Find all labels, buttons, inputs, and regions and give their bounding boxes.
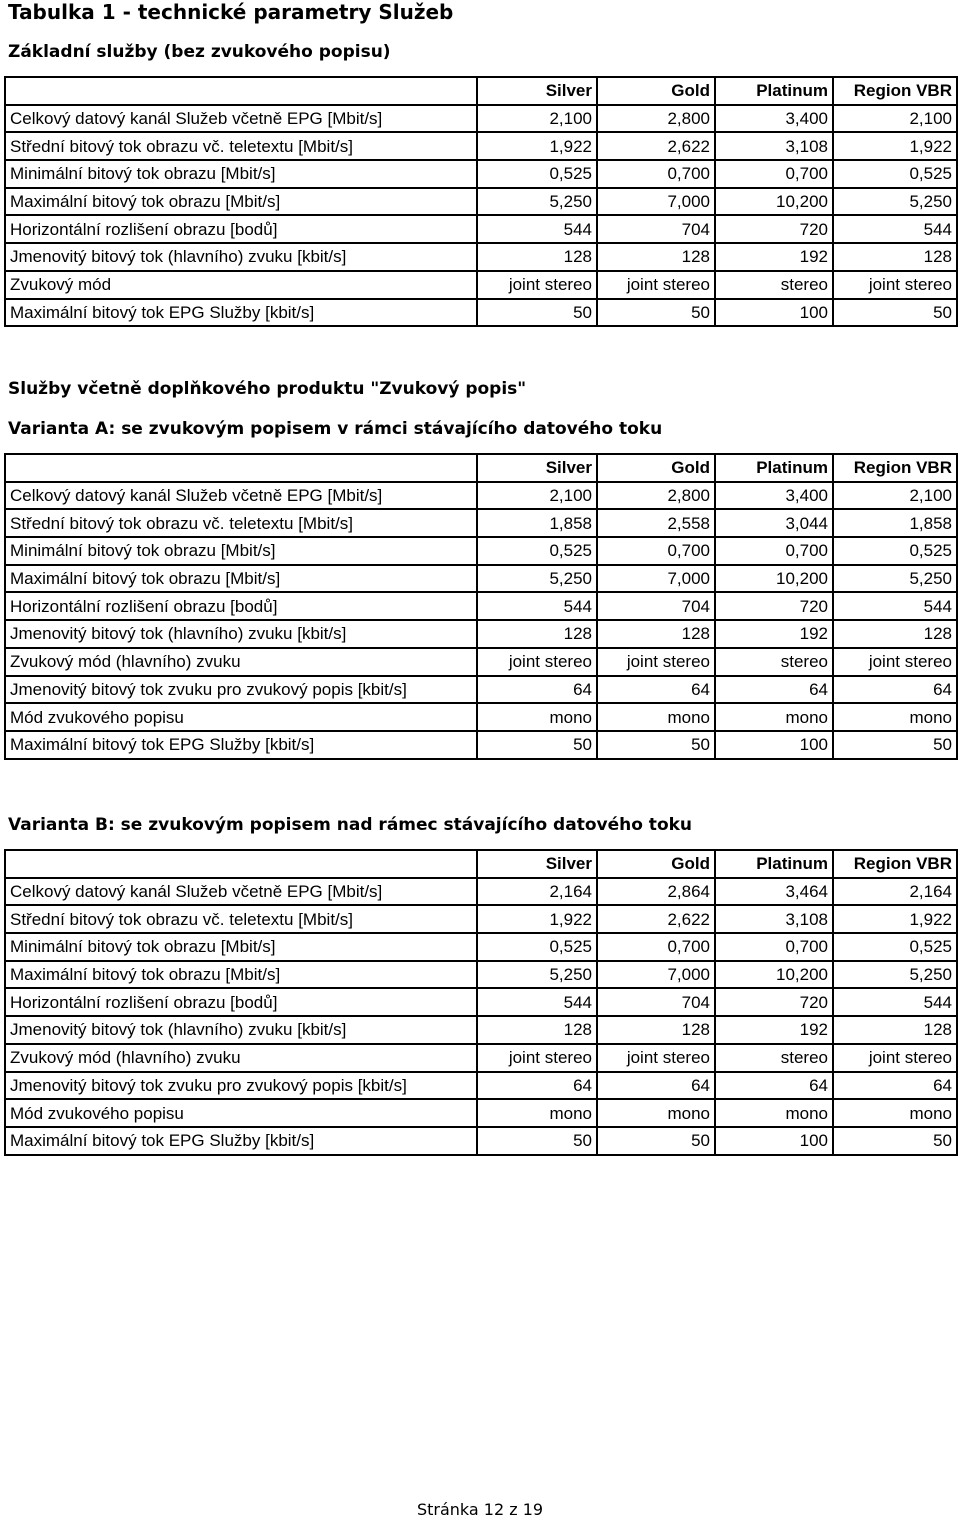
table-cell: 0,700 <box>715 160 833 188</box>
table-cell: stereo <box>715 1044 833 1072</box>
table-cell: mono <box>715 1099 833 1127</box>
table-cell: 192 <box>715 620 833 648</box>
header-blank-cell <box>5 77 477 105</box>
column-header: Platinum <box>715 77 833 105</box>
table-cell: 128 <box>597 620 715 648</box>
table-cell: joint stereo <box>597 271 715 299</box>
column-header: Gold <box>597 850 715 878</box>
column-header: Silver <box>477 850 597 878</box>
row-label: Maximální bitový tok obrazu [Mbit/s] <box>5 565 477 593</box>
parameters-table-variant-b <box>4 849 958 1156</box>
section-heading-variant-b: Varianta B: se zvukovým popisem nad rámec stávajícího datového toku <box>8 815 693 835</box>
table-cell: 0,525 <box>477 160 597 188</box>
row-label: Střední bitový tok obrazu vč. teletextu [Mbit/s] <box>5 905 477 933</box>
column-header: Region VBR <box>833 850 957 878</box>
row-label: Mód zvukového popisu <box>5 1099 477 1127</box>
table-cell: joint stereo <box>477 271 597 299</box>
table-cell: 192 <box>715 1016 833 1044</box>
table-row <box>5 565 957 593</box>
table-cell: 50 <box>597 1127 715 1155</box>
table-cell: stereo <box>715 648 833 676</box>
header-blank-cell <box>5 454 477 482</box>
table-row <box>5 188 957 216</box>
table-cell: joint stereo <box>833 271 957 299</box>
table-row <box>5 215 957 243</box>
row-label: Střední bitový tok obrazu vč. teletextu [Mbit/s] <box>5 509 477 537</box>
row-label: Minimální bitový tok obrazu [Mbit/s] <box>5 160 477 188</box>
table-cell: 720 <box>715 988 833 1016</box>
column-header: Silver <box>477 77 597 105</box>
table-cell: 3,108 <box>715 132 833 160</box>
table-cell: 10,200 <box>715 565 833 593</box>
page-footer: Stránka 12 z 19 <box>416 1500 544 1519</box>
table-cell: 704 <box>597 988 715 1016</box>
table-cell: 64 <box>477 676 597 704</box>
table-cell: 2,800 <box>597 105 715 133</box>
table-row <box>5 676 957 704</box>
table-cell: 3,108 <box>715 905 833 933</box>
table-cell: 5,250 <box>477 961 597 989</box>
table-cell: joint stereo <box>833 648 957 676</box>
table-row <box>5 271 957 299</box>
column-header: Region VBR <box>833 77 957 105</box>
parameters-table-variant-a <box>4 453 958 760</box>
table-cell: 10,200 <box>715 188 833 216</box>
table-row <box>5 482 957 510</box>
table-cell: 7,000 <box>597 188 715 216</box>
header-row <box>5 77 957 105</box>
table-cell: 64 <box>715 676 833 704</box>
table-cell: 5,250 <box>477 565 597 593</box>
table-cell: 64 <box>715 1072 833 1100</box>
table-cell: 50 <box>477 731 597 759</box>
table-cell: 704 <box>597 215 715 243</box>
row-label: Jmenovitý bitový tok zvuku pro zvukový popis [kbit/s] <box>5 1072 477 1100</box>
table-cell: 1,922 <box>833 905 957 933</box>
header-row <box>5 454 957 482</box>
section-heading-basic: Základní služby (bez zvukového popisu) <box>8 42 391 62</box>
section-heading-variant-a: Varianta A: se zvukovým popisem v rámci stávajícího datového toku <box>8 419 663 439</box>
row-label: Mód zvukového popisu <box>5 703 477 731</box>
table-cell: 50 <box>477 299 597 327</box>
table-row <box>5 961 957 989</box>
column-header: Region VBR <box>833 454 957 482</box>
table-cell: 50 <box>833 1127 957 1155</box>
table-cell: 720 <box>715 215 833 243</box>
table-row <box>5 299 957 327</box>
table-cell: 100 <box>715 731 833 759</box>
table-cell: 10,200 <box>715 961 833 989</box>
table-cell: 2,800 <box>597 482 715 510</box>
header-blank-cell <box>5 850 477 878</box>
table-cell: 0,525 <box>833 933 957 961</box>
table-cell: 1,922 <box>833 132 957 160</box>
table-cell: 128 <box>597 243 715 271</box>
table-row <box>5 933 957 961</box>
row-label: Zvukový mód <box>5 271 477 299</box>
table-row <box>5 878 957 906</box>
row-label: Maximální bitový tok EPG Služby [kbit/s] <box>5 1127 477 1155</box>
table-cell: mono <box>477 703 597 731</box>
table-cell: 2,100 <box>477 105 597 133</box>
table-row <box>5 1016 957 1044</box>
table-cell: 1,922 <box>477 132 597 160</box>
table-cell: mono <box>597 703 715 731</box>
table-cell: 128 <box>597 1016 715 1044</box>
table-cell: 544 <box>477 988 597 1016</box>
table-cell: 50 <box>597 299 715 327</box>
table-cell: 1,922 <box>477 905 597 933</box>
table-row <box>5 703 957 731</box>
table-cell: joint stereo <box>477 1044 597 1072</box>
row-label: Jmenovitý bitový tok zvuku pro zvukový popis [kbit/s] <box>5 676 477 704</box>
row-label: Maximální bitový tok obrazu [Mbit/s] <box>5 961 477 989</box>
table-cell: stereo <box>715 271 833 299</box>
table-cell: 64 <box>833 676 957 704</box>
table-row <box>5 905 957 933</box>
table-cell: 128 <box>833 1016 957 1044</box>
column-header: Silver <box>477 454 597 482</box>
table-cell: 0,700 <box>715 933 833 961</box>
table-row <box>5 1072 957 1100</box>
table-cell: 3,464 <box>715 878 833 906</box>
table-cell: 50 <box>477 1127 597 1155</box>
row-label: Celkový datový kanál Služeb včetně EPG [Mbit/s] <box>5 878 477 906</box>
table-cell: 544 <box>833 592 957 620</box>
row-label: Maximální bitový tok obrazu [Mbit/s] <box>5 188 477 216</box>
table-cell: 2,622 <box>597 905 715 933</box>
table-cell: 2,558 <box>597 509 715 537</box>
table-cell: 100 <box>715 1127 833 1155</box>
table-cell: 0,525 <box>477 537 597 565</box>
table-cell: 0,700 <box>597 537 715 565</box>
table-cell: mono <box>597 1099 715 1127</box>
table-row <box>5 731 957 759</box>
table-cell: 128 <box>477 1016 597 1044</box>
table-cell: 2,864 <box>597 878 715 906</box>
table-cell: 544 <box>833 215 957 243</box>
table-cell: 3,400 <box>715 105 833 133</box>
row-label: Jmenovitý bitový tok (hlavního) zvuku [kbit/s] <box>5 1016 477 1044</box>
table-cell: joint stereo <box>833 1044 957 1072</box>
column-header: Platinum <box>715 454 833 482</box>
table-cell: 64 <box>597 676 715 704</box>
table-row <box>5 243 957 271</box>
table-row <box>5 537 957 565</box>
table-row <box>5 160 957 188</box>
table-cell: 0,525 <box>833 537 957 565</box>
table-cell: 1,858 <box>833 509 957 537</box>
table-cell: 0,700 <box>597 933 715 961</box>
table-cell: 128 <box>833 620 957 648</box>
table-cell: 5,250 <box>477 188 597 216</box>
row-label: Minimální bitový tok obrazu [Mbit/s] <box>5 933 477 961</box>
table-cell: 2,622 <box>597 132 715 160</box>
table-row <box>5 1127 957 1155</box>
table-cell: 50 <box>833 299 957 327</box>
table-cell: mono <box>833 1099 957 1127</box>
row-label: Zvukový mód (hlavního) zvuku <box>5 648 477 676</box>
table-cell: 2,164 <box>833 878 957 906</box>
table-cell: mono <box>715 703 833 731</box>
table-cell: 0,525 <box>477 933 597 961</box>
table-cell: 128 <box>477 243 597 271</box>
table-cell: 0,700 <box>597 160 715 188</box>
row-label: Jmenovitý bitový tok (hlavního) zvuku [kbit/s] <box>5 243 477 271</box>
table-cell: 7,000 <box>597 565 715 593</box>
row-label: Maximální bitový tok EPG Služby [kbit/s] <box>5 299 477 327</box>
table-cell: 128 <box>477 620 597 648</box>
table-cell: 2,100 <box>833 105 957 133</box>
table-cell: joint stereo <box>597 1044 715 1072</box>
section-heading-audio-description: Služby včetně doplňkového produktu "Zvukový popis" <box>8 379 527 399</box>
table-cell: 5,250 <box>833 961 957 989</box>
table-cell: joint stereo <box>597 648 715 676</box>
table-cell: 1,858 <box>477 509 597 537</box>
table-cell: 64 <box>477 1072 597 1100</box>
table-row <box>5 1099 957 1127</box>
table-cell: 720 <box>715 592 833 620</box>
row-label: Horizontální rozlišení obrazu [bodů] <box>5 988 477 1016</box>
table-cell: mono <box>477 1099 597 1127</box>
table-cell: 5,250 <box>833 565 957 593</box>
column-header: Gold <box>597 77 715 105</box>
table-row <box>5 988 957 1016</box>
table-cell: 2,100 <box>833 482 957 510</box>
row-label: Celkový datový kanál Služeb včetně EPG [Mbit/s] <box>5 105 477 133</box>
table-cell: 5,250 <box>833 188 957 216</box>
table-cell: 0,700 <box>715 537 833 565</box>
table-cell: 544 <box>477 215 597 243</box>
table-cell: 3,400 <box>715 482 833 510</box>
table-cell: mono <box>833 703 957 731</box>
header-row <box>5 850 957 878</box>
parameters-table-basic <box>4 76 958 327</box>
table-cell: 64 <box>597 1072 715 1100</box>
table-cell: 2,164 <box>477 878 597 906</box>
table-cell: 100 <box>715 299 833 327</box>
column-header: Gold <box>597 454 715 482</box>
table-cell: 50 <box>833 731 957 759</box>
table-cell: 704 <box>597 592 715 620</box>
column-header: Platinum <box>715 850 833 878</box>
row-label: Maximální bitový tok EPG Služby [kbit/s] <box>5 731 477 759</box>
row-label: Jmenovitý bitový tok (hlavního) zvuku [kbit/s] <box>5 620 477 648</box>
table-cell: 192 <box>715 243 833 271</box>
table-row <box>5 1044 957 1072</box>
table-cell: 2,100 <box>477 482 597 510</box>
table-cell: 128 <box>833 243 957 271</box>
table-cell: 64 <box>833 1072 957 1100</box>
row-label: Střední bitový tok obrazu vč. teletextu [Mbit/s] <box>5 132 477 160</box>
table-row <box>5 620 957 648</box>
row-label: Zvukový mód (hlavního) zvuku <box>5 1044 477 1072</box>
table-cell: joint stereo <box>477 648 597 676</box>
table-cell: 0,525 <box>833 160 957 188</box>
row-label: Horizontální rozlišení obrazu [bodů] <box>5 215 477 243</box>
row-label: Minimální bitový tok obrazu [Mbit/s] <box>5 537 477 565</box>
table-cell: 7,000 <box>597 961 715 989</box>
table-row <box>5 592 957 620</box>
table-cell: 544 <box>477 592 597 620</box>
table-cell: 50 <box>597 731 715 759</box>
table-row <box>5 509 957 537</box>
table-cell: 3,044 <box>715 509 833 537</box>
table-row <box>5 132 957 160</box>
row-label: Celkový datový kanál Služeb včetně EPG [Mbit/s] <box>5 482 477 510</box>
row-label: Horizontální rozlišení obrazu [bodů] <box>5 592 477 620</box>
table-cell: 544 <box>833 988 957 1016</box>
page-title: Tabulka 1 - technické parametry Služeb <box>8 0 454 24</box>
table-row <box>5 648 957 676</box>
table-row <box>5 105 957 133</box>
